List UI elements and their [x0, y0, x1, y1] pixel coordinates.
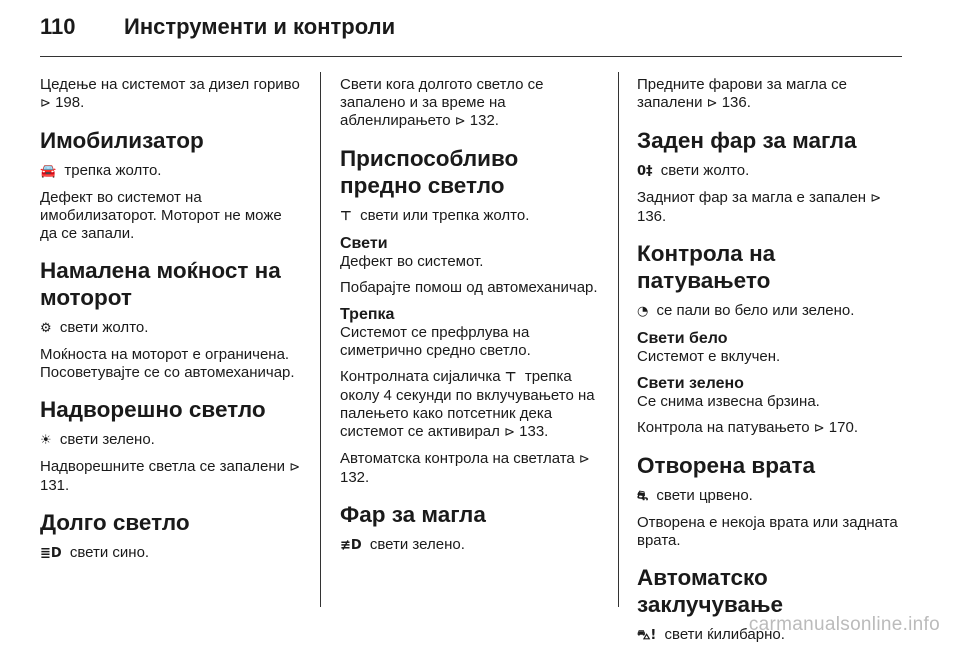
heading-auto-lock: Автоматско заклучување	[637, 565, 783, 617]
status-line: ≢D свети зелено.	[340, 536, 465, 553]
body-text: Системот се префрлува на симетрично средно светло.	[340, 324, 531, 359]
status-line: ⚙ свети жолто.	[40, 319, 149, 336]
subheading-flashing: Трепка	[340, 306, 395, 323]
intro-text: Цедење на системот за дизел гориво ⊳ 198.	[40, 76, 300, 111]
heading-door-open: Отворена врата	[637, 453, 816, 478]
reference-arrow-icon: ⊳	[454, 114, 466, 129]
door-open-icon: ⛐	[637, 489, 649, 504]
reference-arrow-icon: ⊳	[813, 421, 825, 436]
column-divider-2	[618, 72, 619, 607]
status-line: 0‡ свети жолто.	[637, 162, 750, 179]
body-text: Надворешните светла се запалени ⊳ 131.	[40, 458, 301, 494]
subheading-white: Свети бело	[637, 330, 728, 347]
reference-arrow-icon: ⊳	[289, 460, 301, 475]
engine-power-icon: ⚙	[40, 321, 52, 336]
reference-arrow-icon: ⊳	[578, 452, 590, 467]
heading-reduced-power: Намалена моќност на моторот	[40, 258, 281, 310]
page-reference: 132.	[340, 469, 370, 486]
heading-high-beam: Долго светло	[40, 510, 190, 535]
page-title: Инструменти и контроли	[124, 14, 396, 39]
body-text: Се снима извесна брзина.	[637, 393, 820, 410]
intro-text: Предните фарови за магла се запалени ⊳ 136.	[637, 76, 847, 111]
exterior-light-icon: ☀	[40, 433, 52, 448]
column-3	[637, 76, 899, 653]
heading-cruise-control: Контрола на патувањето	[637, 241, 776, 293]
page-header	[40, 14, 902, 40]
high-beam-icon: ≣D	[40, 546, 62, 561]
body-text: Побарајте помош од автомеханичар.	[340, 279, 598, 296]
rear-fog-icon: 0‡	[637, 164, 653, 179]
body-text: Отворена е некоја врата или задната врата.	[637, 514, 898, 549]
reference-arrow-icon: ⊳	[870, 191, 882, 206]
status-line: ≣D свети сино.	[40, 544, 150, 561]
reference-arrow-icon: ⊳	[504, 425, 515, 440]
body-text: Автоматска контрола на светлата ⊳ 132.	[340, 450, 590, 486]
heading-immobilizer: Имобилизатор	[40, 128, 204, 153]
heading-rear-fog: Заден фар за магла	[637, 128, 857, 153]
immobilizer-icon: 🚘	[40, 164, 57, 179]
column-1	[40, 76, 302, 571]
body-text: Контролната сијаличка ⊤ трепка околу 4 секунди по вклучувањето на палењето како потсетник дека системот се активирал ⊳ 133.	[340, 368, 595, 440]
status-line: ⛍! свети ќилибарно.	[637, 626, 785, 643]
heading-adaptive-light: Приспособливо предно светло	[340, 146, 519, 198]
cruise-control-icon: ◔	[637, 304, 649, 319]
heading-fog-light: Фар за магла	[340, 502, 486, 527]
header-divider	[40, 56, 902, 57]
heading-exterior-light: Надворешно светло	[40, 397, 266, 422]
intro-text: Свети кога долгото светло се запалено и за време на абленлирањето ⊳ 132.	[340, 76, 544, 129]
watermark: carmanualsonline.info	[748, 614, 940, 635]
body-text: Моќноста на моторот е ограничена. Посоветувајте се со автомеханичар.	[40, 346, 295, 381]
page-reference: 133.	[519, 423, 549, 440]
body-text: Дефект во системот на имобилизаторот. Моторот не може да се запали.	[40, 189, 282, 242]
page-reference: 170.	[828, 419, 858, 436]
page-reference: 198.	[55, 94, 85, 111]
auto-lock-icon: ⛍!	[637, 628, 657, 643]
reference-arrow-icon: ⊳	[706, 96, 718, 111]
page-reference: 136.	[637, 208, 667, 225]
status-line: ⊤ свети или трепка жолто.	[340, 207, 530, 224]
status-line: ☀ свети зелено.	[40, 431, 155, 448]
subheading-on: Свети	[340, 235, 388, 252]
status-line: 🚘 трепка жолто.	[40, 162, 162, 179]
status-line: ⛐ свети црвено.	[637, 487, 753, 504]
column-divider-1	[320, 72, 321, 607]
page-number: 110	[40, 14, 76, 39]
body-text: Контрола на патувањето ⊳ 170.	[637, 419, 858, 436]
column-2	[340, 76, 602, 563]
fog-light-icon: ≢D	[340, 538, 362, 553]
adaptive-light-icon: ⊤	[340, 209, 352, 224]
body-text: Задниот фар за магла е запален ⊳ 136.	[637, 189, 882, 225]
page-reference: 132.	[469, 112, 499, 129]
reference-arrow-icon: ⊳	[40, 96, 51, 111]
subheading-green: Свети зелено	[637, 375, 744, 392]
status-line: ◔ се пали во бело или зелено.	[637, 302, 855, 319]
page-reference: 131.	[40, 477, 70, 494]
body-text: Дефект во системот.	[340, 253, 484, 270]
body-text: Системот е вклучен.	[637, 348, 781, 365]
page-reference: 136.	[721, 94, 751, 111]
adaptive-light-icon: ⊤	[504, 370, 517, 385]
